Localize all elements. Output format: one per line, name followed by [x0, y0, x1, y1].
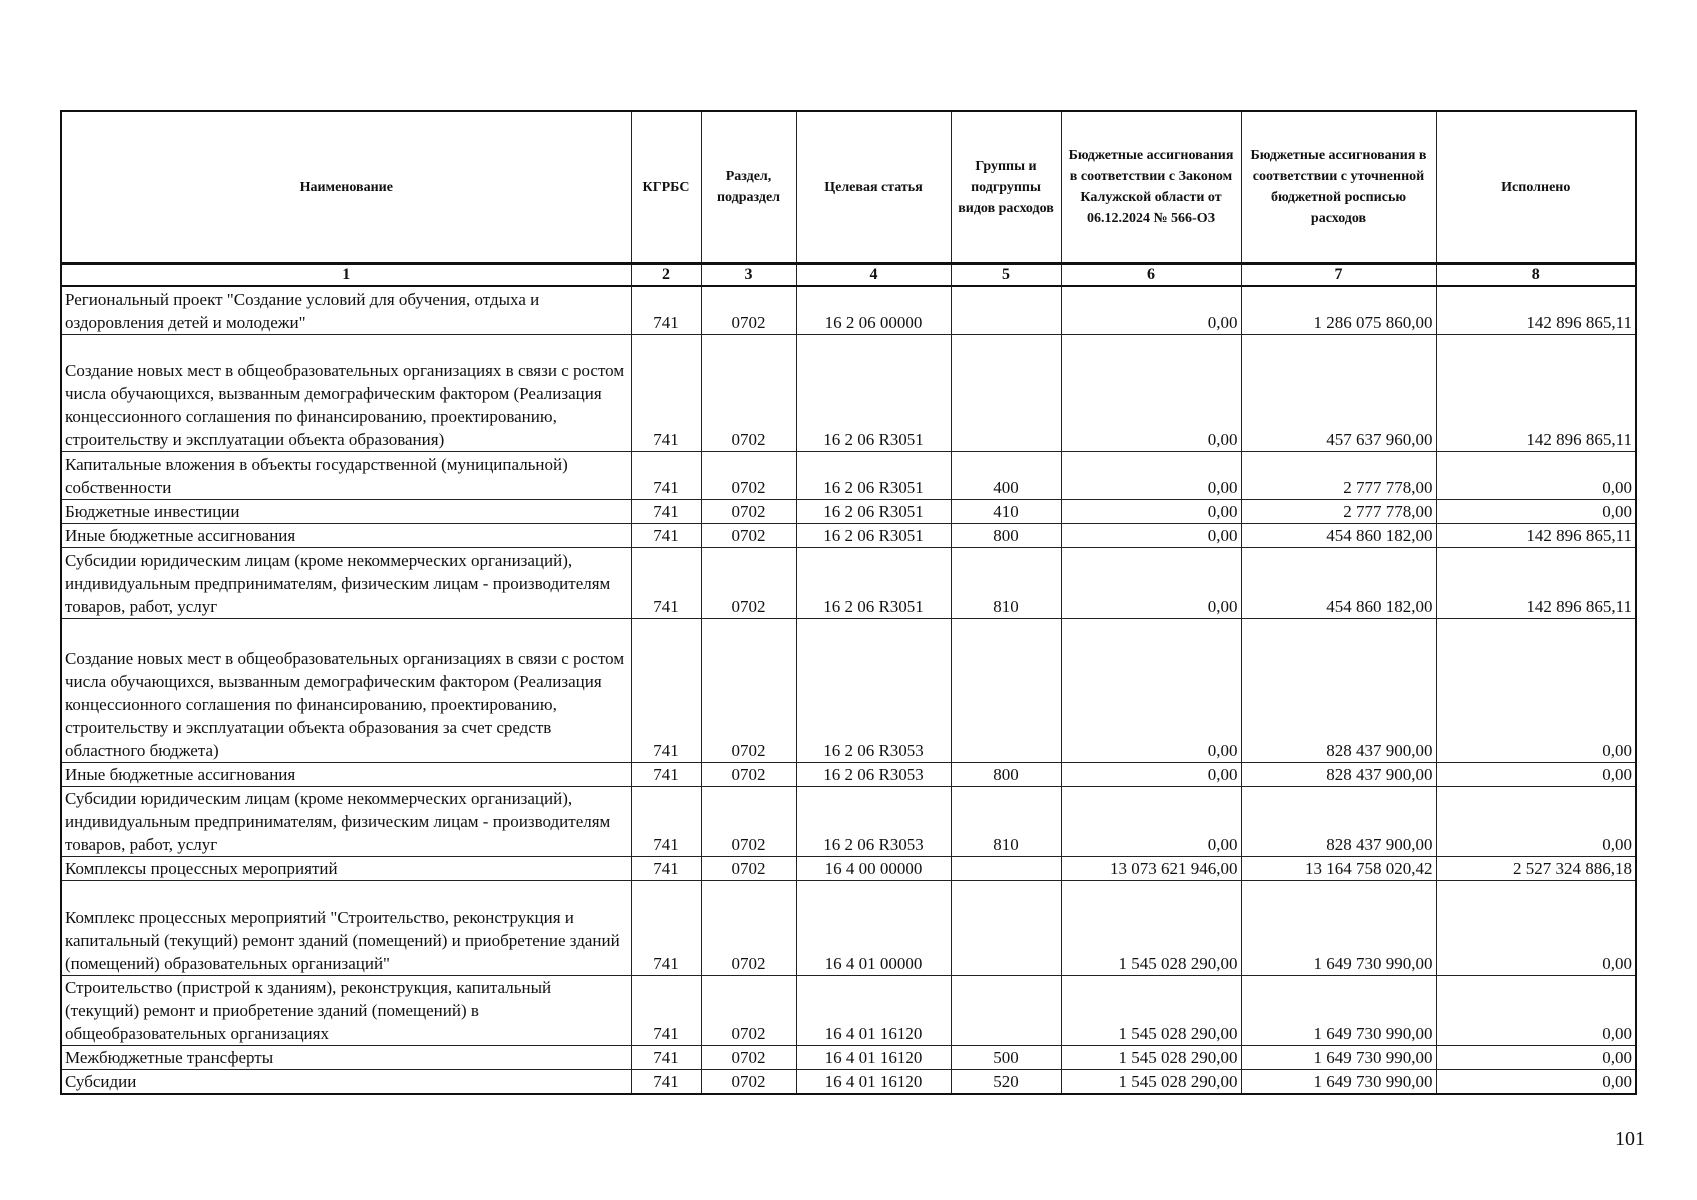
- table-header-row: [61, 111, 1636, 264]
- row-target: 16 4 01 16120: [796, 975, 951, 1045]
- row-executed-amount: 142 896 865,11: [1436, 334, 1636, 451]
- table-row: [61, 334, 1636, 451]
- row-name: Иные бюджетные ассигнования: [61, 523, 631, 547]
- table-row: [61, 523, 1636, 547]
- row-executed-amount: 0,00: [1436, 1045, 1636, 1069]
- row-group: [951, 975, 1061, 1045]
- row-refined-amount: 1 649 730 990,00: [1241, 975, 1436, 1045]
- row-group: [951, 880, 1061, 975]
- row-group: [951, 286, 1061, 334]
- row-name: Комплекс процессных мероприятий "Строительство, реконструкция и капитальный (текущий) ремонт зданий (помещений) и приобретение зданий (помещений) образовательных организаций": [61, 880, 631, 975]
- row-executed-amount: 0,00: [1436, 762, 1636, 786]
- row-group: 400: [951, 451, 1061, 499]
- row-section: 0702: [701, 547, 796, 618]
- row-refined-amount: 454 860 182,00: [1241, 547, 1436, 618]
- row-name: Иные бюджетные ассигнования: [61, 762, 631, 786]
- row-law-amount: 0,00: [1061, 618, 1241, 762]
- row-name: Комплексы процессных мероприятий: [61, 856, 631, 880]
- row-name: Бюджетные инвестиции: [61, 499, 631, 523]
- column-number: 1: [61, 264, 631, 287]
- row-kgrbs: 741: [631, 786, 701, 856]
- row-name: Региональный проект "Создание условий для обучения, отдыха и оздоровления детей и молодежи": [61, 286, 631, 334]
- row-group: [951, 856, 1061, 880]
- row-group: [951, 618, 1061, 762]
- row-refined-amount: 2 777 778,00: [1241, 451, 1436, 499]
- row-target: 16 2 06 R3053: [796, 786, 951, 856]
- row-section: 0702: [701, 762, 796, 786]
- row-section: 0702: [701, 618, 796, 762]
- row-law-amount: 1 545 028 290,00: [1061, 1045, 1241, 1069]
- row-group: [951, 334, 1061, 451]
- row-kgrbs: 741: [631, 1045, 701, 1069]
- row-group: 800: [951, 523, 1061, 547]
- page-number: 101: [1615, 1128, 1645, 1150]
- header-expense-groups: Группы и подгруппы видов расходов: [951, 111, 1061, 264]
- row-target: 16 4 00 00000: [796, 856, 951, 880]
- row-law-amount: 0,00: [1061, 786, 1241, 856]
- row-executed-amount: 0,00: [1436, 618, 1636, 762]
- row-refined-amount: 1 649 730 990,00: [1241, 1045, 1436, 1069]
- row-refined-amount: 1 286 075 860,00: [1241, 286, 1436, 334]
- row-law-amount: 1 545 028 290,00: [1061, 880, 1241, 975]
- header-section: Раздел, подраздел: [701, 111, 796, 264]
- row-law-amount: 0,00: [1061, 523, 1241, 547]
- row-name: Субсидии юридическим лицам (кроме некоммерческих организаций), индивидуальным предпринимателям, физическим лицам - производителям товаров, работ, услуг: [61, 786, 631, 856]
- row-executed-amount: 0,00: [1436, 975, 1636, 1045]
- row-group: 800: [951, 762, 1061, 786]
- row-target: 16 2 06 00000: [796, 286, 951, 334]
- row-refined-amount: 1 649 730 990,00: [1241, 1069, 1436, 1094]
- row-refined-amount: 828 437 900,00: [1241, 762, 1436, 786]
- budget-table: [60, 110, 1637, 1095]
- row-kgrbs: 741: [631, 523, 701, 547]
- row-name: Создание новых мест в общеобразовательных организациях в связи с ростом числа обучающихся, вызванным демографическим фактором (Реализация концессионного соглашения по финансированию, проектированию, строительству и эксплуатации объекта образования): [61, 334, 631, 451]
- table-row: [61, 975, 1636, 1045]
- row-law-amount: 0,00: [1061, 762, 1241, 786]
- table-row: [61, 547, 1636, 618]
- header-kgrbs: КГРБС: [631, 111, 701, 264]
- column-number: 7: [1241, 264, 1436, 287]
- row-kgrbs: 741: [631, 975, 701, 1045]
- row-section: 0702: [701, 856, 796, 880]
- row-refined-amount: 1 649 730 990,00: [1241, 880, 1436, 975]
- column-number: 3: [701, 264, 796, 287]
- header-target-article: Целевая статья: [796, 111, 951, 264]
- row-target: 16 2 06 R3053: [796, 618, 951, 762]
- row-group: 410: [951, 499, 1061, 523]
- column-number: 6: [1061, 264, 1241, 287]
- row-kgrbs: 741: [631, 618, 701, 762]
- row-section: 0702: [701, 880, 796, 975]
- row-refined-amount: 828 437 900,00: [1241, 786, 1436, 856]
- header-law-allocations: Бюджетные ассигнования в соответствии с Законом Калужской области от 06.12.2024 № 566-ОЗ: [1061, 111, 1241, 264]
- row-name: Субсидии юридическим лицам (кроме некоммерческих организаций), индивидуальным предпринимателям, физическим лицам - производителям товаров, работ, услуг: [61, 547, 631, 618]
- row-executed-amount: 0,00: [1436, 499, 1636, 523]
- row-executed-amount: 142 896 865,11: [1436, 547, 1636, 618]
- row-group: 520: [951, 1069, 1061, 1094]
- row-section: 0702: [701, 451, 796, 499]
- header-name: Наименование: [61, 111, 631, 264]
- column-number-row: [61, 264, 1636, 287]
- row-section: 0702: [701, 786, 796, 856]
- column-number: 8: [1436, 264, 1636, 287]
- row-target: 16 2 06 R3051: [796, 547, 951, 618]
- row-kgrbs: 741: [631, 547, 701, 618]
- row-executed-amount: 0,00: [1436, 1069, 1636, 1094]
- row-executed-amount: 0,00: [1436, 786, 1636, 856]
- row-law-amount: 0,00: [1061, 451, 1241, 499]
- row-law-amount: 0,00: [1061, 499, 1241, 523]
- row-executed-amount: 2 527 324 886,18: [1436, 856, 1636, 880]
- row-section: 0702: [701, 499, 796, 523]
- row-law-amount: 0,00: [1061, 547, 1241, 618]
- row-target: 16 4 01 00000: [796, 880, 951, 975]
- row-law-amount: 1 545 028 290,00: [1061, 1069, 1241, 1094]
- row-law-amount: 0,00: [1061, 286, 1241, 334]
- row-law-amount: 1 545 028 290,00: [1061, 975, 1241, 1045]
- row-kgrbs: 741: [631, 334, 701, 451]
- table-row: [61, 762, 1636, 786]
- table-row: [61, 618, 1636, 762]
- header-refined-allocations: Бюджетные ассигнования в соответствии с уточненной бюджетной росписью расходов: [1241, 111, 1436, 264]
- row-section: 0702: [701, 975, 796, 1045]
- table-row: [61, 856, 1636, 880]
- row-section: 0702: [701, 523, 796, 547]
- row-group: 810: [951, 786, 1061, 856]
- row-kgrbs: 741: [631, 1069, 701, 1094]
- column-number: 4: [796, 264, 951, 287]
- table-row: [61, 1045, 1636, 1069]
- row-section: 0702: [701, 286, 796, 334]
- row-name: Субсидии: [61, 1069, 631, 1094]
- table-row: [61, 1069, 1636, 1094]
- row-target: 16 2 06 R3051: [796, 499, 951, 523]
- row-group: 810: [951, 547, 1061, 618]
- header-executed: Исполнено: [1436, 111, 1636, 264]
- row-target: 16 4 01 16120: [796, 1045, 951, 1069]
- row-refined-amount: 454 860 182,00: [1241, 523, 1436, 547]
- row-refined-amount: 828 437 900,00: [1241, 618, 1436, 762]
- row-section: 0702: [701, 334, 796, 451]
- row-target: 16 4 01 16120: [796, 1069, 951, 1094]
- table-row: [61, 786, 1636, 856]
- row-refined-amount: 457 637 960,00: [1241, 334, 1436, 451]
- table-row: [61, 286, 1636, 334]
- row-kgrbs: 741: [631, 286, 701, 334]
- row-kgrbs: 741: [631, 451, 701, 499]
- column-number: 2: [631, 264, 701, 287]
- row-kgrbs: 741: [631, 762, 701, 786]
- table-row: [61, 880, 1636, 975]
- row-law-amount: 0,00: [1061, 334, 1241, 451]
- row-name: Создание новых мест в общеобразовательных организациях в связи с ростом числа обучающихся, вызванным демографическим фактором (Реализация концессионного соглашения по финансированию, проектированию, строительству и эксплуатации объекта образования за счет средств областного бюджета): [61, 618, 631, 762]
- row-refined-amount: 2 777 778,00: [1241, 499, 1436, 523]
- row-target: 16 2 06 R3053: [796, 762, 951, 786]
- row-executed-amount: 0,00: [1436, 451, 1636, 499]
- table-row: [61, 451, 1636, 499]
- row-target: 16 2 06 R3051: [796, 451, 951, 499]
- row-name: Межбюджетные трансферты: [61, 1045, 631, 1069]
- column-number: 5: [951, 264, 1061, 287]
- row-target: 16 2 06 R3051: [796, 334, 951, 451]
- row-kgrbs: 741: [631, 856, 701, 880]
- row-executed-amount: 142 896 865,11: [1436, 286, 1636, 334]
- row-name: Строительство (пристрой к зданиям), реконструкция, капитальный (текущий) ремонт и приобретение зданий (помещений) в общеобразовательных организациях: [61, 975, 631, 1045]
- table-row: [61, 499, 1636, 523]
- row-kgrbs: 741: [631, 880, 701, 975]
- row-section: 0702: [701, 1045, 796, 1069]
- row-executed-amount: 142 896 865,11: [1436, 523, 1636, 547]
- row-executed-amount: 0,00: [1436, 880, 1636, 975]
- row-name: Капитальные вложения в объекты государственной (муниципальной) собственности: [61, 451, 631, 499]
- row-refined-amount: 13 164 758 020,42: [1241, 856, 1436, 880]
- row-law-amount: 13 073 621 946,00: [1061, 856, 1241, 880]
- row-target: 16 2 06 R3051: [796, 523, 951, 547]
- row-section: 0702: [701, 1069, 796, 1094]
- row-kgrbs: 741: [631, 499, 701, 523]
- row-group: 500: [951, 1045, 1061, 1069]
